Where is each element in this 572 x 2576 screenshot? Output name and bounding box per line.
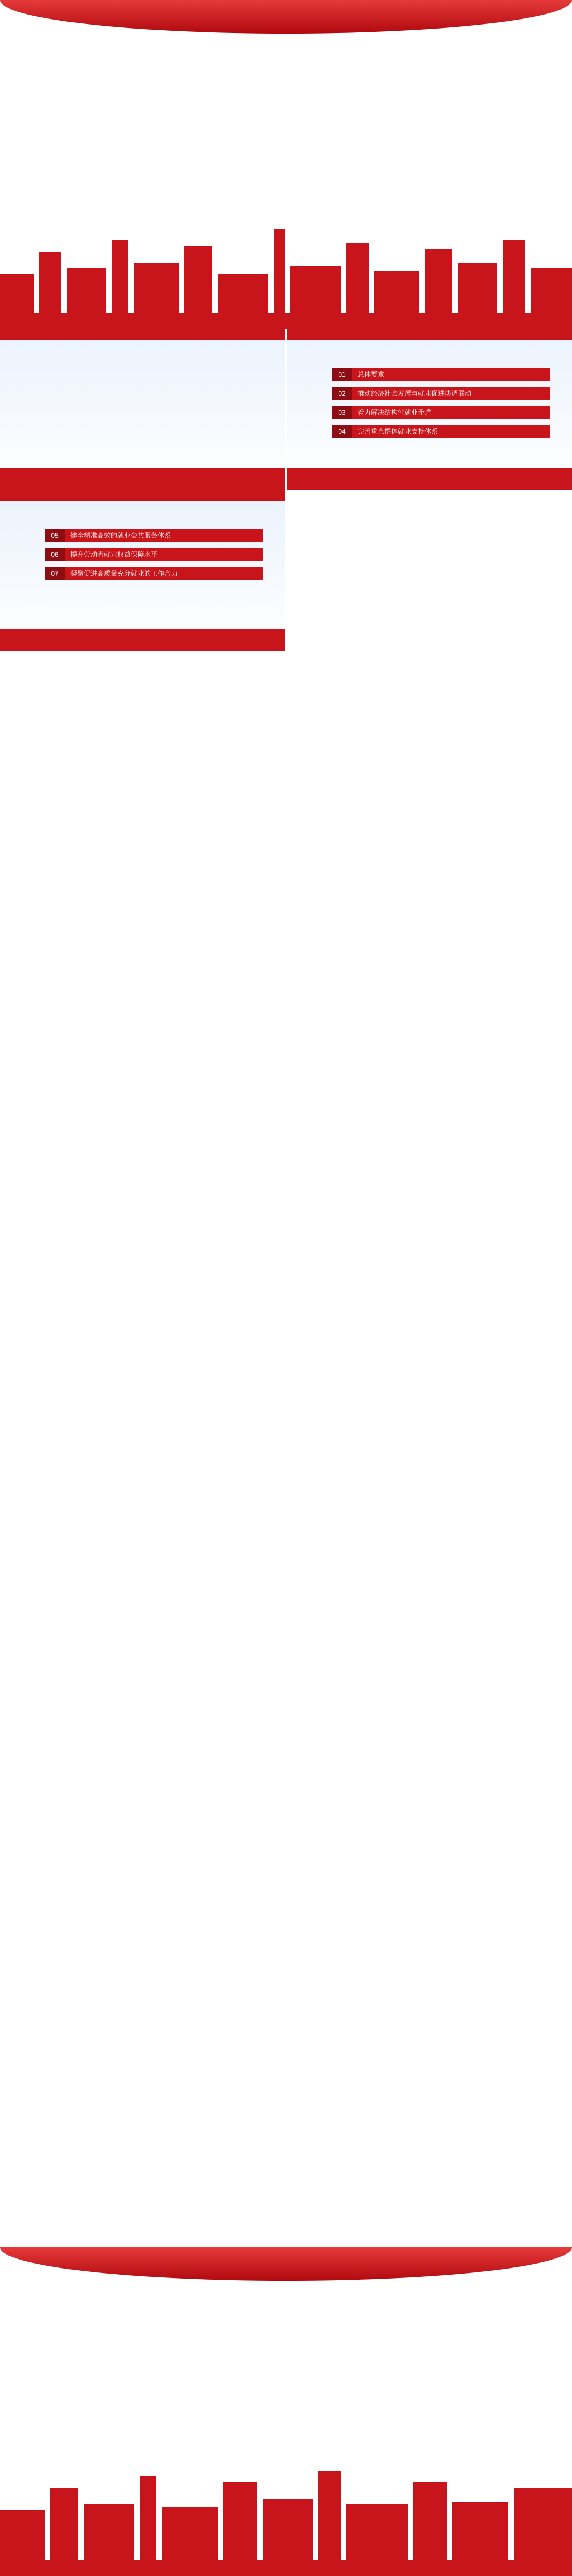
contents-item-number: 04 bbox=[332, 425, 352, 438]
contents-item-label: 推动经济社会发展与就业促进协调联动 bbox=[358, 390, 472, 397]
city-skyline bbox=[0, 224, 572, 313]
contents-item[interactable] bbox=[332, 368, 550, 381]
contents-item[interactable] bbox=[45, 529, 263, 542]
hero-cover-top bbox=[0, 0, 572, 329]
contents-item-number: 06 bbox=[45, 548, 65, 561]
contents-slide-b bbox=[0, 490, 285, 651]
contents-item[interactable] bbox=[332, 425, 550, 438]
contents-item-label: 健全精准高效的就业公共服务体系 bbox=[70, 532, 171, 539]
contents-item-label: 凝聚促进高质量充分就业的工作合力 bbox=[70, 570, 178, 577]
hero-cover-bottom bbox=[0, 2247, 572, 2560]
contents-item-label: 着力解决结构性就业矛盾 bbox=[358, 409, 432, 416]
contents-item[interactable] bbox=[45, 567, 263, 580]
contents-list-a bbox=[287, 329, 572, 490]
contents-item-label: 提升劳动者就业权益保障水平 bbox=[70, 551, 158, 558]
contents-item-number: 03 bbox=[332, 406, 352, 419]
hero-bottom-band bbox=[0, 313, 572, 329]
contents-item[interactable] bbox=[45, 548, 263, 561]
contents-slide-a bbox=[287, 329, 572, 490]
contents-item-number: 05 bbox=[45, 529, 65, 542]
contents-item-number: 02 bbox=[332, 387, 352, 400]
contents-item-number: 07 bbox=[45, 567, 65, 580]
contents-list-b bbox=[0, 490, 285, 651]
contents-item[interactable] bbox=[332, 406, 550, 419]
contents-item-label: 完善重点群体就业支持体系 bbox=[358, 428, 438, 435]
contents-item-label: 总体要求 bbox=[358, 371, 385, 378]
contents-item[interactable] bbox=[332, 387, 550, 400]
footer-bar bbox=[0, 2560, 572, 2576]
preface-slide bbox=[0, 329, 285, 490]
top-wave-decoration bbox=[0, 0, 572, 34]
contents-item-number: 01 bbox=[332, 368, 352, 381]
